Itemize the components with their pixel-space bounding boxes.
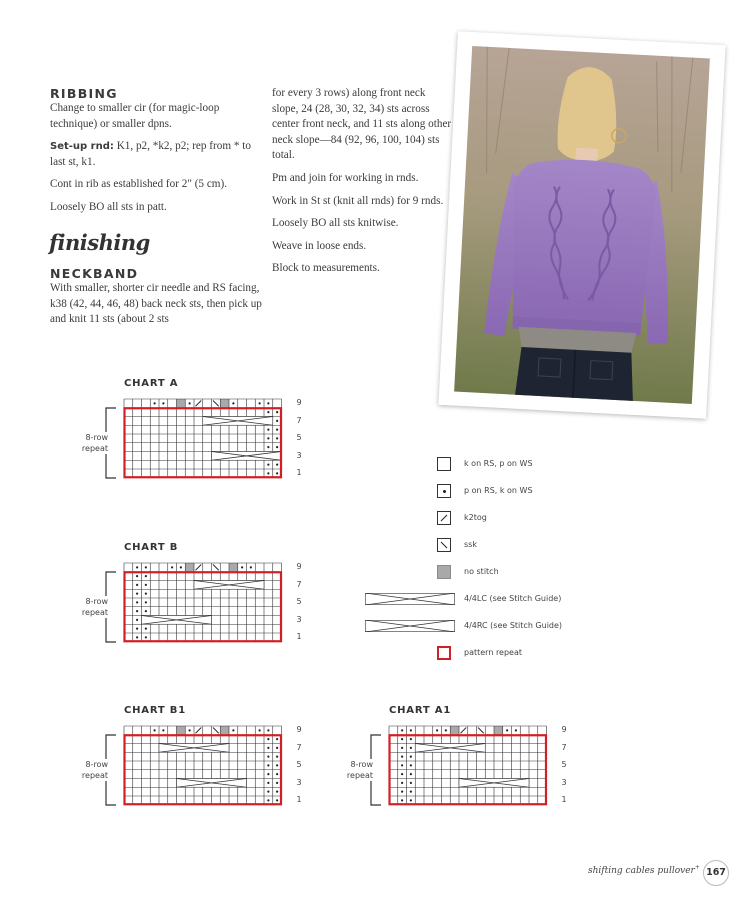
no-stitch-cell xyxy=(229,563,238,572)
row-number: 7 xyxy=(296,415,302,425)
purl-dot xyxy=(276,764,278,766)
purl-dot xyxy=(276,799,278,801)
legend-label: k2tog xyxy=(464,513,487,522)
row-number: 7 xyxy=(561,742,567,752)
model-photo-art xyxy=(438,31,725,419)
no-stitch-cell xyxy=(177,399,186,408)
gray-square-icon xyxy=(437,565,451,579)
purl-dot xyxy=(162,729,164,731)
purl-dot xyxy=(241,566,243,568)
purl-dot xyxy=(445,729,447,731)
row-number: 3 xyxy=(296,614,302,624)
dot-square-icon xyxy=(437,484,451,498)
slash-square-icon xyxy=(437,511,451,525)
row-number: 3 xyxy=(296,777,302,787)
purl-dot xyxy=(410,747,412,749)
purl-dot xyxy=(267,437,269,439)
legend-label: no stitch xyxy=(464,567,499,576)
row-number: 3 xyxy=(296,450,302,460)
row-number: 9 xyxy=(296,398,302,408)
purl-dot xyxy=(232,402,234,404)
setup-rest: K1, p2, *k2, p2; rep from * to last st, k1. xyxy=(50,140,251,168)
purl-dot xyxy=(276,464,278,466)
purl-dot xyxy=(401,738,403,740)
ribbing-p3: Cont in rib as established for 2" (5 cm). xyxy=(50,178,228,191)
purl-dot xyxy=(145,628,147,630)
purl-dot xyxy=(401,799,403,801)
purl-dot xyxy=(267,429,269,431)
purl-dot xyxy=(145,610,147,612)
purl-dot xyxy=(267,747,269,749)
chart-grid xyxy=(388,725,548,806)
ribbing-heading: RIBBING xyxy=(50,86,118,101)
purl-dot xyxy=(276,411,278,413)
purl-dot xyxy=(267,782,269,784)
purl-dot xyxy=(267,464,269,466)
col2-p3: Work in St st (knit all rnds) for 9 rnds. xyxy=(272,194,444,207)
chart-title: CHART B1 xyxy=(124,705,186,716)
neckband-heading: NECKBAND xyxy=(50,266,139,281)
purl-dot xyxy=(136,593,138,595)
purl-dot xyxy=(267,791,269,793)
chart-grid xyxy=(123,725,283,806)
cable-left-icon xyxy=(365,593,455,605)
chart-grid xyxy=(123,398,283,479)
no-stitch-cell xyxy=(185,563,194,572)
ribbing-setup xyxy=(50,139,262,170)
purl-dot xyxy=(515,729,517,731)
ribbing-p1: Change to smaller cir (for magic-loop technique) or smaller dpns. xyxy=(50,102,220,130)
backslash-square-icon xyxy=(437,538,451,552)
chart-title: CHART B xyxy=(124,542,179,553)
purl-dot xyxy=(232,729,234,731)
no-stitch-cell xyxy=(220,399,229,408)
purl-dot xyxy=(401,764,403,766)
purl-dot xyxy=(180,566,182,568)
purl-dot xyxy=(136,610,138,612)
model-photo xyxy=(438,31,725,419)
purl-dot xyxy=(436,729,438,731)
row-number: 9 xyxy=(296,562,302,572)
footer-title-text: shifting cables pullover xyxy=(588,866,695,876)
ribbing-p4: Loosely BO all sts in patt. xyxy=(50,200,167,213)
repeat-label: 8-row repeat xyxy=(81,433,108,454)
purl-dot xyxy=(267,773,269,775)
purl-dot xyxy=(401,747,403,749)
row-number: 7 xyxy=(296,742,302,752)
purl-dot xyxy=(136,584,138,586)
purl-dot xyxy=(410,764,412,766)
purl-dot xyxy=(506,729,508,731)
purl-dot xyxy=(276,756,278,758)
col2-p2: Pm and join for working in rnds. xyxy=(272,171,419,184)
purl-dot xyxy=(276,446,278,448)
row-number: 9 xyxy=(561,725,567,735)
purl-dot xyxy=(145,584,147,586)
row-number: 9 xyxy=(296,725,302,735)
purl-dot xyxy=(276,773,278,775)
purl-dot xyxy=(136,601,138,603)
legend-label: k on RS, p on WS xyxy=(464,459,533,468)
purl-dot xyxy=(401,791,403,793)
purl-dot xyxy=(267,738,269,740)
purl-dot xyxy=(145,636,147,638)
col2-p6: Block to measurements. xyxy=(272,262,380,275)
purl-dot xyxy=(136,636,138,638)
purl-dot xyxy=(401,782,403,784)
purl-dot xyxy=(145,575,147,577)
cable-right-icon xyxy=(365,620,455,632)
repeat-label: 8-row repeat xyxy=(81,760,108,781)
purl-dot xyxy=(276,420,278,422)
purl-dot xyxy=(250,566,252,568)
neckband-p1: With smaller, shorter cir needle and RS facing, k38 (42, 44, 46, 48) back neck sts, then pick up and knit 11 sts (about 2 sts xyxy=(50,282,262,326)
no-stitch-cell xyxy=(220,726,229,735)
purl-dot xyxy=(401,729,403,731)
purl-dot xyxy=(162,402,164,404)
chart-grid xyxy=(123,562,283,643)
purl-dot xyxy=(276,429,278,431)
row-number: 3 xyxy=(561,777,567,787)
purl-dot xyxy=(145,566,147,568)
purl-dot xyxy=(136,575,138,577)
repeat-label: 8-row repeat xyxy=(346,760,373,781)
purl-dot xyxy=(267,472,269,474)
purl-dot xyxy=(136,619,138,621)
col2-p1: for every 3 rows) along front neck slope, 24 (28, 30, 32, 34) sts across center front neck, and 11 sts along other neck slope—84 (92, 96, 100, 104) sts total. xyxy=(272,87,452,162)
setup-lead: Set-up rnd: xyxy=(50,141,114,153)
row-number: 7 xyxy=(296,579,302,589)
finishing-title: finishing xyxy=(49,230,150,255)
purl-dot xyxy=(154,402,156,404)
legend-label: 4/4RC (see Stitch Guide) xyxy=(464,621,563,630)
purl-dot xyxy=(136,566,138,568)
purl-dot xyxy=(276,791,278,793)
purl-dot xyxy=(154,729,156,731)
purl-dot xyxy=(410,756,412,758)
purl-dot xyxy=(267,411,269,413)
purl-dot xyxy=(145,601,147,603)
legend-label: p on RS, k on WS xyxy=(464,486,533,495)
purl-dot xyxy=(267,729,269,731)
chart-title: CHART A1 xyxy=(389,705,452,716)
row-number: 5 xyxy=(296,760,302,770)
column2-text xyxy=(272,86,454,284)
purl-dot xyxy=(189,729,191,731)
footer-mark: + xyxy=(694,864,700,871)
purl-dot xyxy=(136,628,138,630)
row-number: 1 xyxy=(296,468,302,478)
col2-p5: Weave in loose ends. xyxy=(272,239,367,252)
row-number: 5 xyxy=(561,760,567,770)
purl-dot xyxy=(189,402,191,404)
purl-dot xyxy=(276,738,278,740)
purl-dot xyxy=(276,472,278,474)
no-stitch-cell xyxy=(450,726,459,735)
purl-dot xyxy=(410,729,412,731)
purl-dot xyxy=(276,747,278,749)
legend-label: 4/4LC (see Stitch Guide) xyxy=(464,594,562,603)
purl-dot xyxy=(410,738,412,740)
purl-dot xyxy=(276,782,278,784)
legend-label: ssk xyxy=(464,540,477,549)
red-square-icon xyxy=(437,646,451,660)
row-number: 5 xyxy=(296,597,302,607)
purl-dot xyxy=(410,782,412,784)
row-number: 5 xyxy=(296,433,302,443)
ribbing-text xyxy=(50,101,262,223)
purl-dot xyxy=(171,566,173,568)
row-number: 1 xyxy=(296,795,302,805)
purl-dot xyxy=(410,799,412,801)
purl-dot xyxy=(145,593,147,595)
purl-dot xyxy=(267,446,269,448)
col2-p4: Loosely BO all sts knitwise. xyxy=(272,217,399,230)
purl-dot xyxy=(259,402,261,404)
purl-dot xyxy=(276,437,278,439)
row-number: 1 xyxy=(561,795,567,805)
purl-dot xyxy=(401,756,403,758)
purl-dot xyxy=(267,756,269,758)
purl-dot xyxy=(410,791,412,793)
no-stitch-cell xyxy=(494,726,503,735)
chart-title: CHART A xyxy=(124,378,179,389)
repeat-label: 8-row repeat xyxy=(81,597,108,618)
purl-dot xyxy=(401,773,403,775)
purl-dot xyxy=(267,799,269,801)
no-stitch-cell xyxy=(177,726,186,735)
blank-square-icon xyxy=(437,457,451,471)
purl-dot xyxy=(410,773,412,775)
purl-dot xyxy=(267,764,269,766)
legend-label: pattern repeat xyxy=(464,648,523,657)
neckband-text xyxy=(50,281,262,335)
row-number: 1 xyxy=(296,632,302,642)
purl-dot xyxy=(267,402,269,404)
footer-title xyxy=(588,864,700,876)
purl-dot xyxy=(259,729,261,731)
page-number: 167 xyxy=(703,860,729,886)
